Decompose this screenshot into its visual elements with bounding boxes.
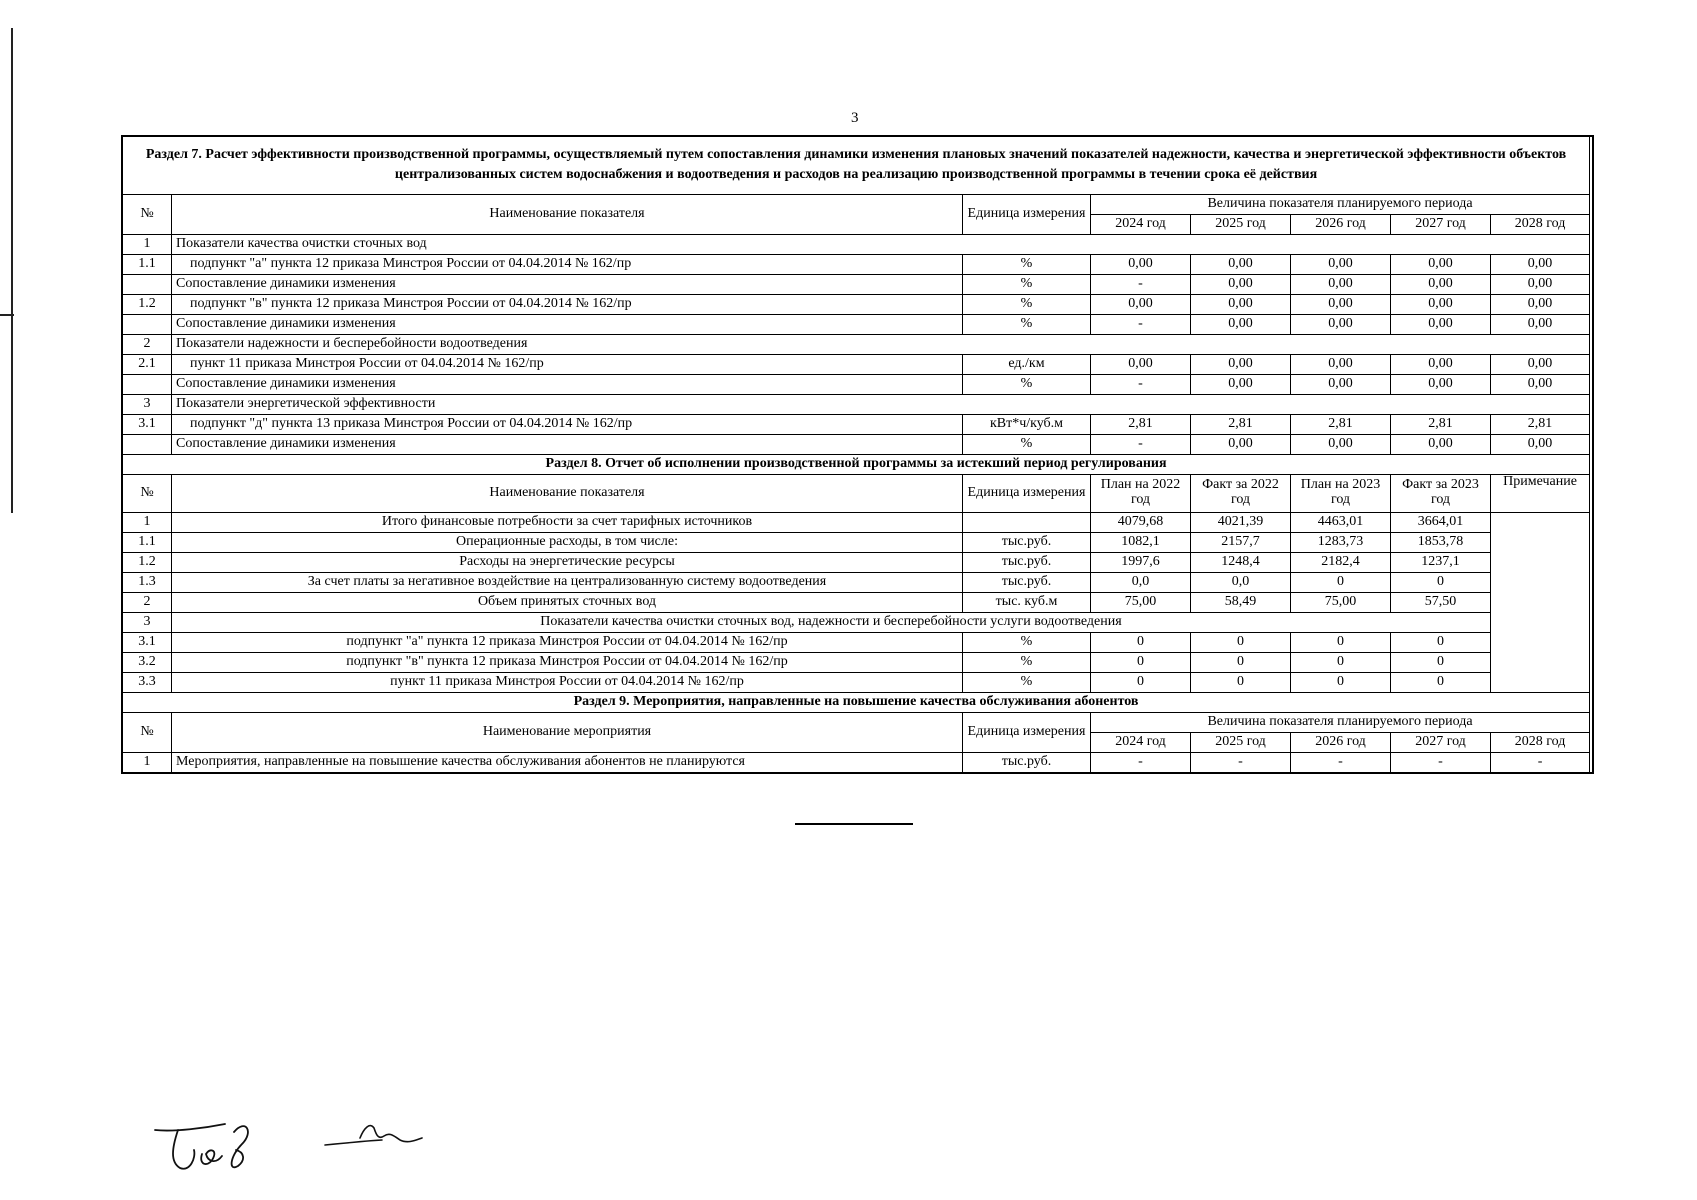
- table-row: [123, 354, 1590, 374]
- value-cell: 4463,01: [1291, 512, 1391, 532]
- col-header-number: №: [123, 712, 172, 752]
- value-cell: -: [1091, 274, 1191, 294]
- col-header-period: Величина показателя планируемого периода: [1091, 712, 1590, 732]
- col-header-year: 2024 год: [1091, 214, 1191, 234]
- value-cell: 2,81: [1391, 414, 1491, 434]
- value-cell: -: [1091, 374, 1191, 394]
- indicator-name: пункт 11 приказа Минстроя России от 04.04.2014 № 162/пр: [172, 354, 963, 374]
- comparison-label: Сопоставление динамики изменения: [172, 374, 963, 394]
- indicator-name: подпункт "в" пункта 12 приказа Минстроя России от 04.04.2014 № 162/пр: [172, 652, 963, 672]
- row-number: 1: [123, 234, 172, 254]
- table-row: [123, 254, 1590, 274]
- value-cell: 0,00: [1291, 374, 1391, 394]
- col-header-year: 2027 год: [1391, 214, 1491, 234]
- signature-2: [325, 1126, 422, 1145]
- value-cell: 0,00: [1491, 294, 1590, 314]
- unit-cell: тыс.руб.: [963, 752, 1091, 772]
- value-cell: 58,49: [1191, 592, 1291, 612]
- value-cell: 0,00: [1191, 314, 1291, 334]
- unit-cell: тыс.руб.: [963, 552, 1091, 572]
- col-header-year: 2025 год: [1191, 732, 1291, 752]
- indicator-name: подпункт "д" пункта 13 приказа Минстроя России от 04.04.2014 № 162/пр: [172, 414, 963, 434]
- s8-title-row: [123, 454, 1590, 474]
- value-cell: 0,00: [1091, 254, 1191, 274]
- value-cell: 0,00: [1091, 354, 1191, 374]
- indicator-name: Итого финансовые потребности за счет тарифных источников: [172, 512, 963, 532]
- group-title: Показатели качества очистки сточных вод: [172, 234, 1590, 254]
- row-number: 1.2: [123, 552, 172, 572]
- value-cell: 0: [1091, 672, 1191, 692]
- value-cell: 0: [1291, 572, 1391, 592]
- value-cell: 0: [1191, 632, 1291, 652]
- value-cell: 0,00: [1391, 254, 1491, 274]
- table-row: [123, 672, 1590, 692]
- col-header-year: 2028 год: [1491, 214, 1590, 234]
- value-cell: 0,00: [1291, 434, 1391, 454]
- row-number: 3.1: [123, 632, 172, 652]
- value-cell: 0,00: [1391, 374, 1491, 394]
- value-cell: 3664,01: [1391, 512, 1491, 532]
- row-number: 1: [123, 752, 172, 772]
- col-header-year: 2028 год: [1491, 732, 1590, 752]
- unit-cell: тыс.руб.: [963, 572, 1091, 592]
- closing-rule: [795, 823, 913, 825]
- value-cell: 0,00: [1491, 354, 1590, 374]
- value-cell: 0: [1091, 652, 1191, 672]
- value-cell: 0,00: [1491, 314, 1590, 334]
- value-cell: 0: [1091, 632, 1191, 652]
- col-header-report: План на 2023 год: [1291, 474, 1391, 512]
- value-cell: 1237,1: [1391, 552, 1491, 572]
- row-number: 1.1: [123, 532, 172, 552]
- row-number: 1: [123, 512, 172, 532]
- col-header-name: Наименование показателя: [172, 474, 963, 512]
- table-row: [123, 632, 1590, 652]
- table-row: [123, 592, 1590, 612]
- group-title: Показатели энергетической эффективности: [172, 394, 1590, 414]
- value-cell: -: [1491, 752, 1590, 772]
- value-cell: -: [1291, 752, 1391, 772]
- value-cell: 2,81: [1491, 414, 1590, 434]
- value-cell: 1248,4: [1191, 552, 1291, 572]
- unit-cell: %: [963, 314, 1091, 334]
- row-number: 1.3: [123, 572, 172, 592]
- value-cell: -: [1091, 434, 1191, 454]
- col-header-report: План на 2022 год: [1091, 474, 1191, 512]
- table-row: [123, 374, 1590, 394]
- value-cell: 0,00: [1291, 314, 1391, 334]
- value-cell: 4079,68: [1091, 512, 1191, 532]
- unit-cell: ед./км: [963, 354, 1091, 374]
- row-number: [123, 374, 172, 394]
- table-row: [123, 532, 1590, 552]
- row-number: 3.2: [123, 652, 172, 672]
- col-header-report: Факт за 2022 год: [1191, 474, 1291, 512]
- value-cell: 1853,78: [1391, 532, 1491, 552]
- value-cell: 0: [1391, 652, 1491, 672]
- col-header-report: Факт за 2023 год: [1391, 474, 1491, 512]
- col-header-number: №: [123, 474, 172, 512]
- table-row: [123, 752, 1590, 772]
- value-cell: -: [1091, 314, 1191, 334]
- col-header-year: 2026 год: [1291, 732, 1391, 752]
- table-row: [123, 552, 1590, 572]
- row-number: 2: [123, 334, 172, 354]
- table-row: [123, 294, 1590, 314]
- indicator-name: подпункт "в" пункта 12 приказа Минстроя России от 04.04.2014 № 162/пр: [172, 294, 963, 314]
- s9-title-row: [123, 692, 1590, 712]
- unit-cell: %: [963, 274, 1091, 294]
- comparison-label: Сопоставление динамики изменения: [172, 274, 963, 294]
- row-number: 3.1: [123, 414, 172, 434]
- indicator-name: Операционные расходы, в том числе:: [172, 532, 963, 552]
- value-cell: 0,00: [1291, 274, 1391, 294]
- value-cell: 0,00: [1191, 374, 1291, 394]
- row-number: 2.1: [123, 354, 172, 374]
- value-cell: 0,00: [1391, 314, 1491, 334]
- unit-cell: %: [963, 434, 1091, 454]
- value-cell: 2,81: [1191, 414, 1291, 434]
- section-7-title: Раздел 7. Расчет эффективности производственной программы, осуществляемый путем сопоставления динамики изменения плановых значений показателей надежности, качества и энергетической эффективности объектов централизованных систем водоснабжения и водоотведения и расходов на реализацию производственной программы в течении срока её действия: [123, 137, 1590, 195]
- value-cell: 2,81: [1091, 414, 1191, 434]
- table-row: [123, 414, 1590, 434]
- value-cell: 0,0: [1091, 572, 1191, 592]
- section-8-title: Раздел 8. Отчет об исполнении производственной программы за истекший период регулирования: [123, 454, 1590, 474]
- section-9-title: Раздел 9. Мероприятия, направленные на повышение качества обслуживания абонентов: [123, 692, 1590, 712]
- value-cell: -: [1391, 752, 1491, 772]
- table-row: [123, 314, 1590, 334]
- table-row: [123, 434, 1590, 454]
- value-cell: 0,00: [1191, 254, 1291, 274]
- page-number: 3: [851, 110, 859, 126]
- value-cell: 0,00: [1391, 434, 1491, 454]
- value-cell: 0,00: [1391, 274, 1491, 294]
- group-row: [123, 334, 1590, 354]
- comparison-label: Сопоставление динамики изменения: [172, 314, 963, 334]
- col-header-year: 2027 год: [1391, 732, 1491, 752]
- value-cell: 0,00: [1291, 354, 1391, 374]
- value-cell: 0,00: [1391, 294, 1491, 314]
- unit-cell: %: [963, 254, 1091, 274]
- value-cell: 0,00: [1091, 294, 1191, 314]
- col-header-name: Наименование показателя: [172, 194, 963, 234]
- activity-name: Мероприятия, направленные на повышение качества обслуживания абонентов не планируются: [172, 752, 963, 772]
- row-number: 2: [123, 592, 172, 612]
- col-header-name: Наименование мероприятия: [172, 712, 963, 752]
- group-row: [123, 394, 1590, 414]
- col-header-note: Примечание: [1491, 474, 1590, 512]
- col-header-unit: Единица измерения: [963, 194, 1091, 234]
- value-cell: 0,00: [1491, 374, 1590, 394]
- value-cell: 0: [1191, 652, 1291, 672]
- signature-1: [155, 1124, 248, 1169]
- margin-tick: [0, 314, 14, 316]
- value-cell: 1082,1: [1091, 532, 1191, 552]
- value-cell: 0,00: [1391, 354, 1491, 374]
- value-cell: 0: [1391, 632, 1491, 652]
- unit-cell: тыс.руб.: [963, 532, 1091, 552]
- value-cell: -: [1091, 752, 1191, 772]
- row-number: 3.3: [123, 672, 172, 692]
- table-row: [123, 512, 1590, 532]
- value-cell: 0,00: [1291, 294, 1391, 314]
- margin-line: [11, 28, 13, 513]
- unit-cell: [963, 512, 1091, 532]
- group-title: Показатели качества очистки сточных вод, надежности и бесперебойности услуги водоотведения: [172, 612, 1491, 632]
- value-cell: 0,00: [1491, 254, 1590, 274]
- value-cell: 1283,73: [1291, 532, 1391, 552]
- row-number: 3: [123, 612, 172, 632]
- indicator-name: подпункт "а" пункта 12 приказа Минстроя России от 04.04.2014 № 162/пр: [172, 632, 963, 652]
- row-number: [123, 274, 172, 294]
- value-cell: 2182,4: [1291, 552, 1391, 572]
- group-title: Показатели надежности и бесперебойности водоотведения: [172, 334, 1590, 354]
- value-cell: 0,00: [1491, 434, 1590, 454]
- value-cell: 0: [1291, 632, 1391, 652]
- table-row: [123, 274, 1590, 294]
- value-cell: 0,00: [1191, 354, 1291, 374]
- value-cell: 0,00: [1291, 254, 1391, 274]
- value-cell: 75,00: [1291, 592, 1391, 612]
- table-row: [123, 652, 1590, 672]
- group-row: [123, 612, 1590, 632]
- unit-cell: кВт*ч/куб.м: [963, 414, 1091, 434]
- col-header-year: 2025 год: [1191, 214, 1291, 234]
- row-number: 1.1: [123, 254, 172, 274]
- value-cell: -: [1191, 752, 1291, 772]
- value-cell: 0,0: [1191, 572, 1291, 592]
- unit-cell: %: [963, 672, 1091, 692]
- comparison-label: Сопоставление динамики изменения: [172, 434, 963, 454]
- group-row: [123, 234, 1590, 254]
- row-number: 3: [123, 394, 172, 414]
- row-number: [123, 314, 172, 334]
- report-table: [122, 136, 1590, 773]
- value-cell: 0,00: [1191, 274, 1291, 294]
- value-cell: 0,00: [1491, 274, 1590, 294]
- signatures: [150, 1110, 470, 1180]
- value-cell: 1997,6: [1091, 552, 1191, 572]
- value-cell: 0,00: [1191, 434, 1291, 454]
- indicator-name: Объем принятых сточных вод: [172, 592, 963, 612]
- col-header-unit: Единица измерения: [963, 474, 1091, 512]
- indicator-name: пункт 11 приказа Минстроя России от 04.04.2014 № 162/пр: [172, 672, 963, 692]
- value-cell: 75,00: [1091, 592, 1191, 612]
- row-number: 1.2: [123, 294, 172, 314]
- col-header-number: №: [123, 194, 172, 234]
- value-cell: 0: [1391, 672, 1491, 692]
- unit-cell: %: [963, 294, 1091, 314]
- s8-header-row: [123, 474, 1590, 512]
- value-cell: 0: [1291, 672, 1391, 692]
- unit-cell: %: [963, 652, 1091, 672]
- unit-cell: %: [963, 632, 1091, 652]
- note-cell: [1491, 512, 1590, 692]
- unit-cell: тыс. куб.м: [963, 592, 1091, 612]
- indicator-name: подпункт "а" пункта 12 приказа Минстроя России от 04.04.2014 № 162/пр: [172, 254, 963, 274]
- col-header-year: 2026 год: [1291, 214, 1391, 234]
- unit-cell: %: [963, 374, 1091, 394]
- value-cell: 2157,7: [1191, 532, 1291, 552]
- table-row: [123, 572, 1590, 592]
- value-cell: 4021,39: [1191, 512, 1291, 532]
- s7-title-row: [123, 137, 1590, 195]
- s7-header-row: [123, 194, 1590, 214]
- row-number: [123, 434, 172, 454]
- col-header-unit: Единица измерения: [963, 712, 1091, 752]
- col-header-period: Величина показателя планируемого периода: [1091, 194, 1590, 214]
- indicator-name: Расходы на энергетические ресурсы: [172, 552, 963, 572]
- value-cell: 0: [1191, 672, 1291, 692]
- value-cell: 0: [1391, 572, 1491, 592]
- value-cell: 0: [1291, 652, 1391, 672]
- value-cell: 2,81: [1291, 414, 1391, 434]
- indicator-name: За счет платы за негативное воздействие на централизованную систему водоотведения: [172, 572, 963, 592]
- col-header-year: 2024 год: [1091, 732, 1191, 752]
- value-cell: 0,00: [1191, 294, 1291, 314]
- s9-header-row: [123, 712, 1590, 732]
- value-cell: 57,50: [1391, 592, 1491, 612]
